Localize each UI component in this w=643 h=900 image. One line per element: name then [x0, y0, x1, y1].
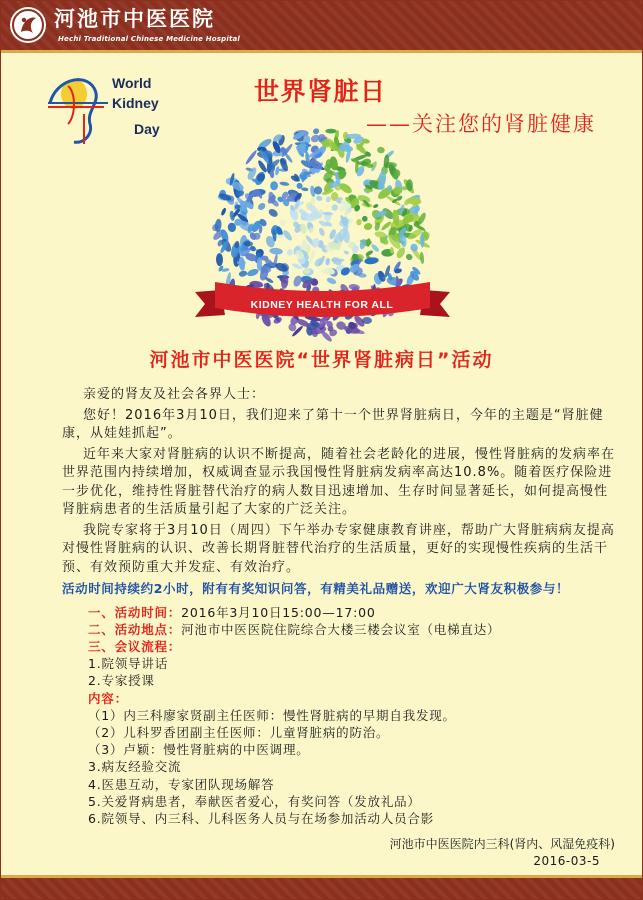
hero-tagline: ——关注您的肾脏健康: [366, 112, 596, 136]
globe-leaf: [325, 129, 336, 134]
globe-leaf: [238, 270, 247, 278]
globe-leaf: [244, 149, 257, 165]
ribbon-text: KIDNEY HEALTH FOR ALL: [250, 299, 394, 311]
letter-paragraph: 我院专家将于3月10日（周四）下午举办专家健康教育讲座，帮助广大肾脏病病友提高对慢性肾脏病的认识、改善长期肾脏替代治疗的生活质量，更好的实现慢性疾病的生活干预、有效预防重大并发症、有效治疗。: [62, 522, 615, 575]
content-label: 内容：: [88, 690, 128, 706]
globe-leaf: [362, 215, 368, 222]
agenda-item: 6.院领导、内三科、儿科医务人员与在场参加活动人员合影: [88, 810, 435, 826]
globe-leaf: [372, 203, 379, 208]
globe-leaf: [357, 161, 368, 165]
agenda-item: 2.专家授课: [88, 673, 155, 689]
hospital-name: 河池市中医医院: [54, 6, 215, 31]
wkd-word-day: Day: [134, 121, 160, 137]
globe-leaf: [419, 252, 424, 265]
time-value: 2016年3月10日15:00—17:00: [181, 604, 376, 620]
hospital-logo: [9, 6, 47, 44]
globe-leaf: [364, 257, 379, 265]
event-details: [62, 604, 620, 828]
place-row: [88, 621, 620, 638]
event-title: 河池市中医医院“世界肾脏病日”活动: [149, 349, 494, 371]
globe-leaf: [331, 204, 339, 212]
globe-leaf: [277, 234, 285, 238]
globe-leaf: [237, 261, 246, 265]
place-value: 河池市中医医院住院综合大楼三楼会议室（电梯直达）: [181, 621, 501, 637]
letter-salutation: 亲爱的肾友及社会各界人士：: [83, 387, 266, 402]
globe-leaf: [301, 187, 309, 191]
globe-leaf: [406, 179, 413, 191]
globe-leaf: [325, 196, 332, 204]
talk-item: （1）内三科廖家贤副主任医师：慢性肾脏病的早期自我发现。: [88, 707, 456, 723]
globe-leaf: [269, 247, 283, 255]
hospital-english-name: Hechi Traditional Chinese Medicine Hospital: [58, 35, 241, 43]
globe-leaf: [318, 227, 326, 237]
globe-leaf: [356, 219, 362, 226]
agenda-item: 1.院领导讲话: [88, 656, 169, 672]
globe-leaf: [405, 253, 414, 261]
world-kidney-day-logo: [46, 66, 171, 148]
globe-leaf: [279, 218, 287, 227]
agenda-item: 5.关爱肾病患者，奉献医者爱心，有奖问答（发放礼品）: [88, 793, 421, 809]
main-content: [62, 386, 620, 827]
globe-leaf: [326, 277, 337, 286]
place-label: 二、活动地点：: [88, 621, 182, 637]
wkd-word-world: World: [112, 75, 152, 91]
globe-leaf: [270, 181, 278, 190]
ribbon: [195, 282, 450, 317]
globe-leaf: [315, 195, 323, 202]
globe-leaf: [246, 268, 259, 278]
header-banner: [0, 0, 643, 50]
globe-leaf: [322, 212, 333, 216]
globe-leaf: [229, 210, 235, 221]
time-row: [88, 604, 620, 621]
globe-leaf: [274, 166, 280, 176]
globe-illustration: [195, 120, 450, 352]
globe-leaf: [220, 207, 227, 216]
agenda-item: 4.医患互动，专家团队现场解答: [88, 776, 275, 792]
hero-title: 世界肾脏日: [254, 77, 387, 106]
globe-leaf: [365, 249, 374, 256]
agenda-item: 3.病友经验交流: [88, 759, 182, 775]
globe-leaf: [286, 249, 293, 256]
globe-leaf: [216, 253, 223, 266]
globe-leaf: [257, 202, 267, 212]
globe-leaf: [343, 250, 349, 255]
talk-item: （2）儿科罗香团副主任医师：儿童肾脏病的防治。: [88, 724, 390, 740]
letter-paragraph: 近年来大家对肾脏病的认识不断提高，随着社会老龄化的进展，慢性肾脏病的发病率在世界范围内持续增加，权威调查显示我国慢性肾脏病发病率高达10.8%。随着医疗保险进一步优化，维持性肾脏替代治疗的病人数目迅速增加、生存时间显著延长，如何提高慢性肾脏病患者的生活质量引起了大家的广泛关注。: [62, 446, 616, 517]
globe-leaf: [377, 147, 385, 154]
globe-leaf: [409, 242, 419, 252]
globe-leaf: [279, 181, 289, 186]
globe-leaf: [267, 207, 279, 218]
globe-leaf: [312, 127, 320, 135]
globe-leaf: [363, 222, 373, 231]
wkd-word-kidney: Kidney: [112, 95, 159, 111]
footer-date: 2016-03-5: [533, 854, 600, 868]
globe-leaf: [292, 274, 303, 287]
header-divider: [0, 50, 643, 53]
activity-highlight: 活动时间持续约2小时，附有有奖知识问答，有精美礼品赠送，欢迎广大肾友积极参与！: [62, 581, 570, 596]
agenda-label: 三、会议流程：: [88, 638, 182, 654]
footer-department: 河池市中医医院内三科(肾内、风湿免疫科): [389, 837, 615, 851]
letter-paragraph: 您好！2016年3月10日，我们迎来了第十一个世界肾脏病日，今年的主题是“肾脏健康，从娃娃抓起”。: [62, 407, 604, 441]
talk-item: （3）卢颖：慢性肾脏病的中医调理。: [88, 742, 310, 758]
footer-banner: [0, 878, 643, 900]
time-label: 一、活动时间：: [88, 604, 182, 620]
globe-leaf: [325, 258, 331, 266]
